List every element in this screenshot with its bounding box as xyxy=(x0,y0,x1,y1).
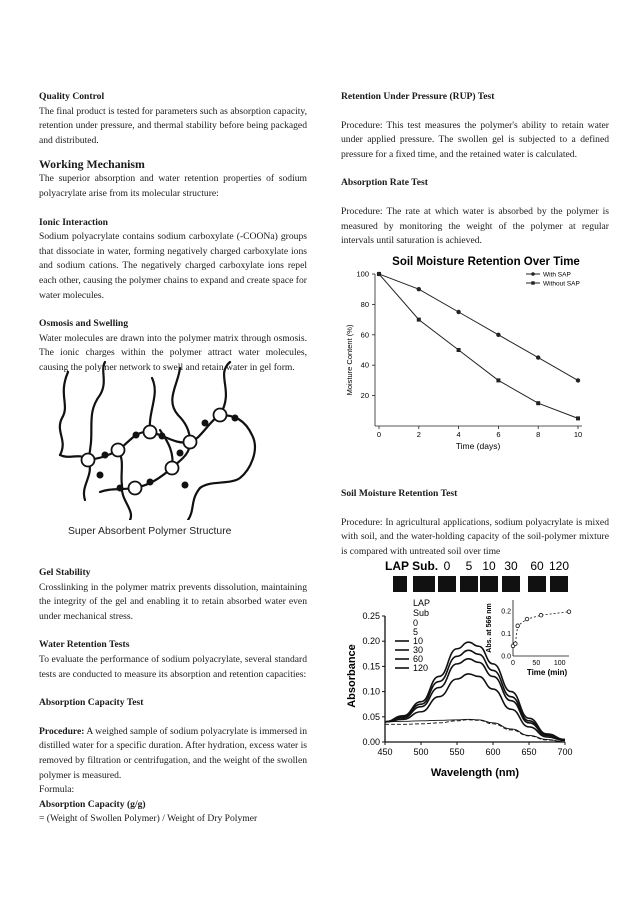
crosslink-node xyxy=(129,482,142,495)
sap-structure-figure xyxy=(40,360,290,520)
x-tick-label: 10 xyxy=(573,430,583,439)
x-tick-label: 8 xyxy=(536,430,541,439)
header-value: 30 xyxy=(504,559,518,573)
formula-heading: Absorption Capacity (g/g) xyxy=(39,798,146,810)
sample-swatch xyxy=(460,576,478,592)
ionic-heading: Ionic Interaction xyxy=(39,216,109,228)
crosslink-node xyxy=(184,436,197,449)
inset-point xyxy=(567,610,571,614)
wrt-heading: Water Retention Tests xyxy=(39,639,130,651)
art-text: Procedure: The rate at which water is absorbed by the polymer is measured by monitoring the weight of the polymer at regular intervals until saturation is achieved. xyxy=(341,205,609,247)
sample-swatch xyxy=(438,576,456,592)
osmosis-text: Water molecules are drawn into the polymer matrix through osmosis. The ionic charges within the polymer attract water molecules, causing the polymer network to swell and retain water in gel form. xyxy=(39,332,307,373)
inset-x-label: Time (min) xyxy=(526,668,568,677)
legend-label: 5 xyxy=(413,627,419,637)
crosslink-node xyxy=(112,444,125,457)
x-axis-label: Wavelength (nm) xyxy=(430,767,520,779)
procedure-label: Procedure: xyxy=(39,725,85,737)
data-point xyxy=(496,378,500,382)
crosslink-node xyxy=(82,454,95,467)
legend-title: LAP xyxy=(413,598,431,608)
data-point xyxy=(576,416,580,420)
y-tick-label: 0.05 xyxy=(362,711,380,722)
y-tick-label: 20 xyxy=(360,391,369,401)
legend-label: With SAP xyxy=(543,271,571,279)
crosslink-node xyxy=(214,409,227,422)
procedure-text: A weighed sample of sodium polyacrylate is immersed in distilled water for a specific duration. After hydration, excess water is removed by filtration or centrifugation, and the weight of the swollen polymer is measured. xyxy=(39,725,307,781)
chart-axes xyxy=(356,270,582,440)
inset-point xyxy=(516,624,520,628)
sample-swatch xyxy=(528,576,546,592)
data-point xyxy=(457,348,461,352)
sample-swatch xyxy=(550,576,568,592)
legend-marker xyxy=(531,272,535,276)
y-tick-label: 60 xyxy=(360,330,369,340)
crosslink-node xyxy=(144,426,157,439)
data-point xyxy=(576,378,580,382)
header-value: 60 xyxy=(530,559,544,573)
sample-swatch xyxy=(393,576,407,592)
y-axis-label: Absorbance xyxy=(346,644,358,708)
legend-title: Sub xyxy=(413,608,430,618)
data-point xyxy=(536,355,540,359)
x-tick-label: 6 xyxy=(496,430,501,439)
rup-heading: Retention Under Pressure (RUP) Test xyxy=(341,91,495,102)
inset-point xyxy=(514,642,518,646)
data-point xyxy=(536,401,540,405)
legend-label: 0 xyxy=(413,618,419,628)
inset-y-label: Abs. at 566 nm xyxy=(486,603,493,653)
x-tick-label: 0 xyxy=(376,430,382,439)
right-column xyxy=(341,90,609,249)
procedure-paragraph xyxy=(39,725,307,783)
header-value: 0 xyxy=(443,559,451,573)
right-column-lower xyxy=(341,487,609,559)
x-tick-label: 500 xyxy=(413,747,429,757)
act-heading: Absorption Capacity Test xyxy=(39,697,144,709)
y-tick-label: 0.00 xyxy=(362,737,380,747)
inset-y-tick-label: 0.1 xyxy=(501,631,511,639)
sample-swatch xyxy=(413,576,435,592)
y-tick-label: 100 xyxy=(356,269,369,279)
legend-label: 120 xyxy=(413,663,429,673)
chart-header xyxy=(385,559,569,592)
series-line-with-sap xyxy=(379,274,578,380)
y-tick-label: 0.25 xyxy=(362,611,380,621)
soil-moisture-chart xyxy=(341,250,611,455)
y-tick-label: 80 xyxy=(360,299,369,309)
gel-heading: Gel Stability xyxy=(39,567,91,578)
spectrum-line-120 xyxy=(385,642,565,739)
smr-heading: Soil Moisture Retention Test xyxy=(341,488,458,499)
data-point xyxy=(496,333,500,337)
chart-marks xyxy=(377,272,580,421)
left-column-lower xyxy=(39,566,307,827)
chart-marks xyxy=(385,642,565,742)
quality-text: The final product is tested for parameters such as absorption capacity, retention under pressure, and thermal stability before being packaged and distributed. xyxy=(39,105,307,146)
rup-text: Procedure: This test measures the polymer's ability to retain water under applied pressure. The swollen gel is subjected to a defined pressure for a fixed time, and the retained water is calculated. xyxy=(341,119,609,160)
chart-legend xyxy=(526,271,580,287)
x-tick-label: 600 xyxy=(485,747,501,757)
data-point xyxy=(417,287,421,291)
figure-caption: Super Absorbent Polymer Structure xyxy=(68,526,232,537)
data-point xyxy=(377,272,381,276)
inset-point xyxy=(525,617,529,621)
crosslink-node xyxy=(166,462,179,475)
x-tick-label: 550 xyxy=(449,747,465,757)
chart-inset xyxy=(486,600,571,677)
data-point xyxy=(456,310,460,314)
y-tick-label: 0.15 xyxy=(362,661,380,672)
ionic-text: Sodium polyacrylate contains sodium carboxylate (-COONa) groups that dissociate in water, forming negatively charged carboxylate ions and sodium cations. The negatively charged carboxylate ions repel each other, causing the polymer chains to expand and create space for water molecules. xyxy=(39,231,307,301)
chart-title: Soil Moisture Retention Over Time xyxy=(392,256,580,268)
formula-text: = (Weight of Swollen Polymer) / Weight of Dry Polymer xyxy=(39,813,258,825)
header-label: LAP Sub. xyxy=(385,559,439,573)
x-tick-label: 2 xyxy=(416,430,421,439)
smr-text: Procedure: In agricultural applications, sodium polyacrylate is mixed with soil, and the water-holding capacity of the soil-polymer mixture is compared with untreated soil over time xyxy=(341,516,609,557)
legend-label: 30 xyxy=(413,645,424,655)
series-line-without-sap xyxy=(379,274,578,418)
osmosis-heading: Osmosis and Swelling xyxy=(39,318,129,330)
inset-y-tick-label: 0.0 xyxy=(501,653,511,661)
y-tick-label: 40 xyxy=(360,360,369,370)
legend-label: 10 xyxy=(413,636,424,646)
art-heading: Absorption Rate Test xyxy=(341,177,428,189)
formula-label: Formula: xyxy=(39,784,75,796)
inset-point xyxy=(539,613,543,617)
x-tick-label: 650 xyxy=(521,747,537,757)
x-tick-label: 450 xyxy=(377,747,393,757)
header-value: 120 xyxy=(548,559,570,573)
y-axis-label: Moisture Content (%) xyxy=(345,324,354,396)
x-tick-label: 700 xyxy=(557,747,573,757)
inset-x-tick-label: 50 xyxy=(532,660,541,667)
absorbance-chart xyxy=(341,556,613,782)
x-axis-label: Time (days) xyxy=(455,441,501,451)
y-tick-label: 0.20 xyxy=(362,636,380,647)
chart-legend xyxy=(395,598,430,673)
y-tick-label: 0.10 xyxy=(362,686,380,697)
legend-label: Without SAP xyxy=(543,280,580,288)
spectrum-line-5 xyxy=(385,719,565,742)
inset-x-tick-label: 100 xyxy=(553,660,566,667)
inset-y-tick-label: 0.2 xyxy=(501,608,511,616)
spectrum-line-10 xyxy=(385,674,565,741)
inset-x-tick-label: 0 xyxy=(511,660,515,667)
legend-marker xyxy=(531,281,534,284)
sample-swatch xyxy=(502,576,520,592)
sample-swatch xyxy=(480,576,498,592)
x-tick-label: 4 xyxy=(456,430,461,439)
quality-heading: Quality Control xyxy=(39,91,105,102)
working-heading: Working Mechanism xyxy=(39,157,145,172)
left-column xyxy=(39,90,307,376)
gel-text: Crosslinking in the polymer matrix prevents dissolution, maintaining the integrity of the gel and enabling it to retain absorbed water even under mechanical stress. xyxy=(39,581,307,622)
legend-label: 60 xyxy=(413,654,424,664)
wrt-text: To evaluate the performance of sodium polyacrylate, several standard tests are conducted to measure its absorption and retention capacities: xyxy=(39,653,307,680)
header-value: 10 xyxy=(482,559,496,573)
working-text: The superior absorption and water retention properties of sodium polyacrylate arise from its molecular structure: xyxy=(39,173,307,199)
data-point xyxy=(417,318,421,322)
header-value: 5 xyxy=(465,559,473,573)
